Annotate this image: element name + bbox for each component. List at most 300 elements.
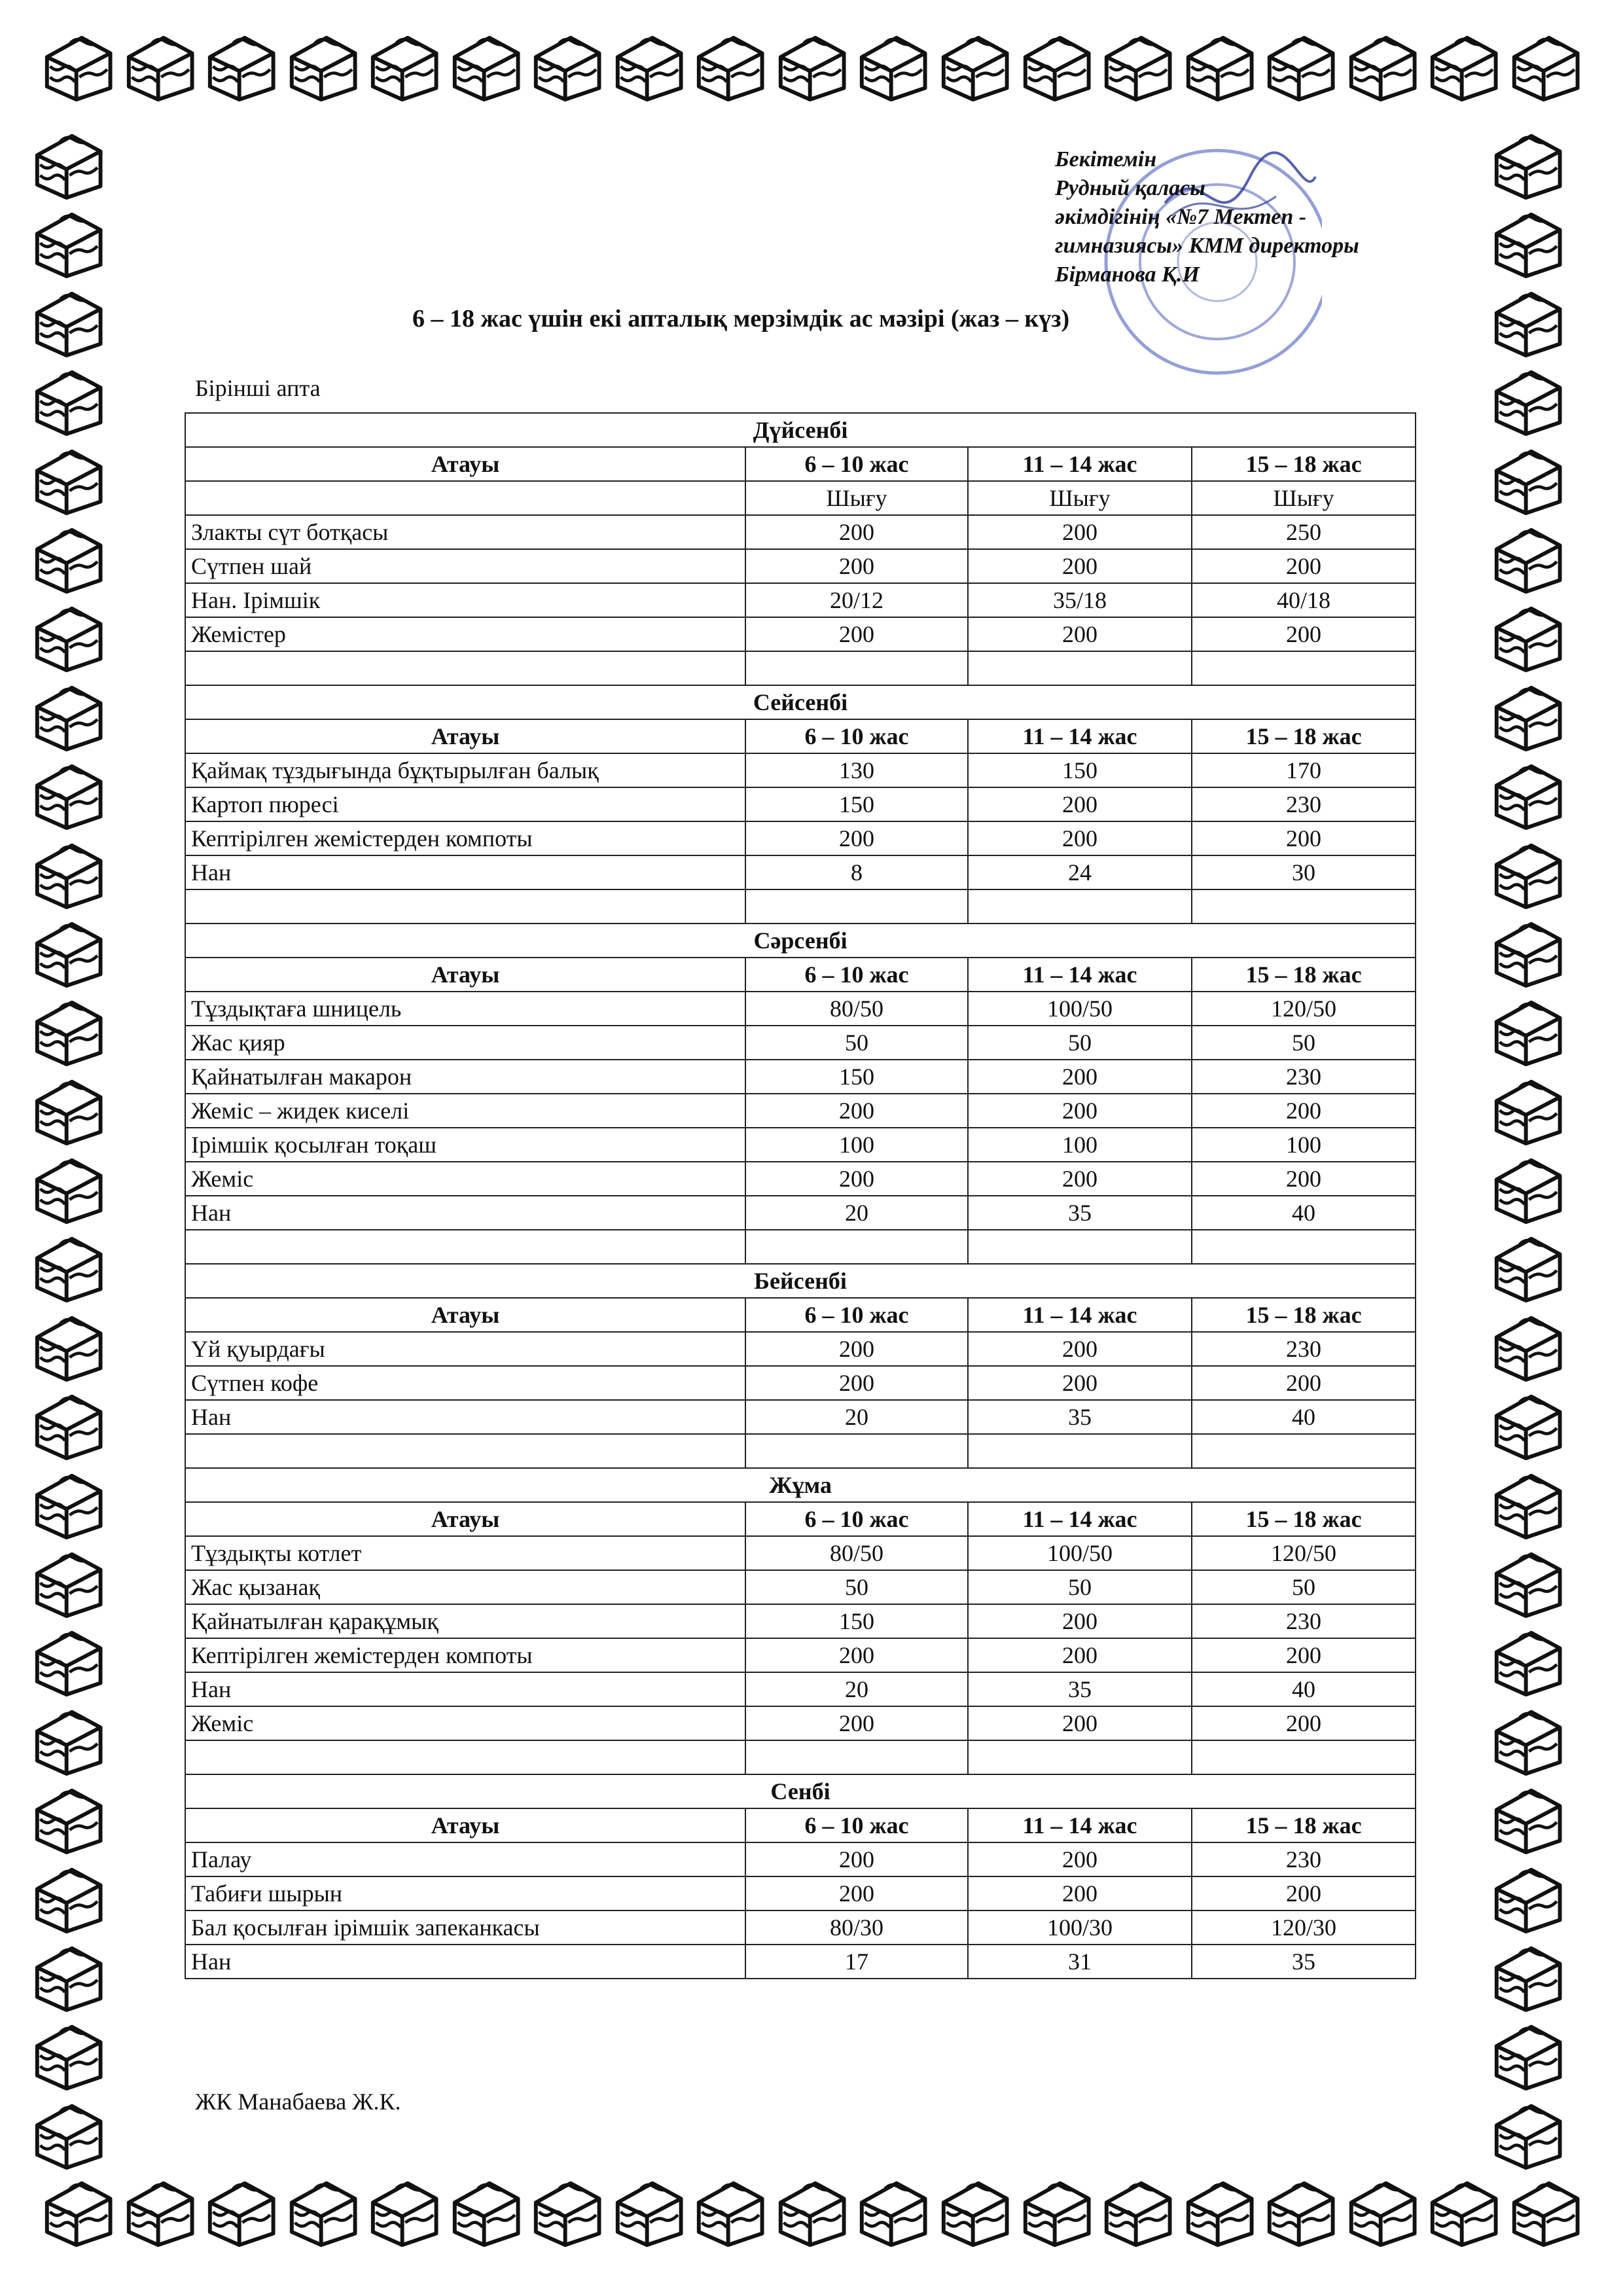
- table-row: [185, 1162, 1416, 1196]
- cake-slice-icon: [691, 2172, 768, 2249]
- column-header-age: 6 – 10 жас: [745, 1298, 968, 1332]
- column-header-age: 11 – 14 жас: [968, 1808, 1192, 1842]
- table-row: [185, 1060, 1416, 1094]
- dish-name: Жемістер: [185, 617, 745, 651]
- cake-slice-icon: [1489, 2094, 1566, 2172]
- cake-slice-icon: [29, 834, 107, 911]
- column-header-row: [185, 1298, 1416, 1332]
- cake-slice-icon: [610, 26, 687, 103]
- day-name: Дүйсенбі: [185, 413, 1416, 447]
- portion-11-14: 200: [968, 1060, 1192, 1094]
- portion-6-10: 20: [745, 1400, 968, 1434]
- cake-slice-icon: [610, 2172, 687, 2249]
- cake-slice-icon: [1489, 1543, 1566, 1620]
- cake-slice-icon: [29, 203, 107, 280]
- cake-slice-icon: [284, 2172, 361, 2249]
- portion-11-14: 100: [968, 1128, 1192, 1162]
- table-row: [185, 1536, 1416, 1570]
- empty-cell: [185, 889, 745, 924]
- cake-slice-icon: [29, 1543, 107, 1620]
- portion-11-14: 35/18: [968, 583, 1192, 617]
- day-header-row: [185, 685, 1416, 719]
- table-row: [185, 515, 1416, 549]
- dish-name: Нан: [185, 1400, 745, 1434]
- table-row: [185, 1094, 1416, 1128]
- cake-slice-icon: [29, 282, 107, 359]
- cake-slice-icon: [1489, 834, 1566, 911]
- cake-slice-icon: [29, 1149, 107, 1226]
- portion-11-14: 24: [968, 855, 1192, 889]
- portion-6-10: 200: [745, 549, 968, 583]
- table-row: [185, 1604, 1416, 1638]
- week-label: Бірінші апта: [195, 375, 321, 401]
- column-header-age: 15 – 18 жас: [1192, 1502, 1416, 1536]
- empty-cell: [1192, 1230, 1416, 1264]
- cake-slice-icon: [447, 26, 524, 103]
- portion-15-18: 200: [1192, 1706, 1416, 1740]
- portion-15-18: 100: [1192, 1128, 1416, 1162]
- cake-slice-icon: [1425, 26, 1502, 103]
- table-row: [185, 1876, 1416, 1910]
- day-header-row: [185, 413, 1416, 447]
- approval-line: гимназиясы» КММ директоры: [1055, 234, 1359, 258]
- portion-11-14: 35: [968, 1672, 1192, 1706]
- empty-cell: [968, 889, 1192, 924]
- cake-slice-icon: [29, 1464, 107, 1541]
- portion-11-14: 200: [968, 1604, 1192, 1638]
- dish-name: Тұздықтаға шницель: [185, 992, 745, 1026]
- portion-6-10: 200: [745, 617, 968, 651]
- portion-11-14: 35: [968, 1196, 1192, 1230]
- portion-15-18: 230: [1192, 1604, 1416, 1638]
- portion-6-10: 50: [745, 1570, 968, 1604]
- cake-slice-icon: [691, 26, 768, 103]
- column-header-name: Атауы: [185, 1298, 745, 1332]
- column-header-age: 15 – 18 жас: [1192, 1298, 1416, 1332]
- cake-slice-icon: [29, 1070, 107, 1147]
- portion-6-10: 200: [745, 1332, 968, 1366]
- portion-11-14: 200: [968, 1638, 1192, 1672]
- dish-name: Кептірілген жемістерден компоты: [185, 821, 745, 855]
- cake-slice-icon: [1489, 1700, 1566, 1778]
- table-row: [185, 1570, 1416, 1604]
- cake-slice-icon: [39, 26, 116, 103]
- cake-slice-icon: [1489, 1937, 1566, 2014]
- empty-cell: [1192, 651, 1416, 685]
- approval-line: Бекітемін: [1055, 147, 1157, 171]
- border-bottom: [39, 2172, 1584, 2270]
- table-row: [185, 821, 1416, 855]
- table-row: [185, 1366, 1416, 1400]
- portion-6-10: 20: [745, 1672, 968, 1706]
- portion-6-10: 17: [745, 1945, 968, 1979]
- cake-slice-icon: [121, 26, 198, 103]
- cake-slice-icon: [39, 2172, 116, 2249]
- column-header-age: 11 – 14 жас: [968, 1502, 1192, 1536]
- column-header-age: 15 – 18 жас: [1192, 719, 1416, 753]
- approval-line: әкімдігінің «№7 Мектеп -: [1055, 205, 1307, 229]
- table-row: [185, 1842, 1416, 1876]
- portion-15-18: 40: [1192, 1196, 1416, 1230]
- cake-slice-icon: [284, 26, 361, 103]
- portion-11-14: 31: [968, 1945, 1192, 1979]
- portion-15-18: 200: [1192, 549, 1416, 583]
- cake-slice-icon: [936, 26, 1013, 103]
- portion-6-10: 200: [745, 1842, 968, 1876]
- portion-6-10: 20: [745, 1196, 968, 1230]
- cake-slice-icon: [1489, 1779, 1566, 1856]
- dish-name: Сүтпен кофе: [185, 1366, 745, 1400]
- portion-15-18: 200: [1192, 821, 1416, 855]
- column-header-age: 6 – 10 жас: [745, 719, 968, 753]
- portion-15-18: 200: [1192, 1876, 1416, 1910]
- table-row: [185, 855, 1416, 889]
- portion-6-10: 200: [745, 515, 968, 549]
- cake-slice-icon: [854, 26, 931, 103]
- day-name: Жұма: [185, 1468, 1416, 1502]
- table-row: [185, 1672, 1416, 1706]
- dish-name: Бал қосылған ірімшік запеканкасы: [185, 1910, 745, 1945]
- dish-name: Палау: [185, 1842, 745, 1876]
- cake-slice-icon: [1489, 1621, 1566, 1698]
- table-row: [185, 1638, 1416, 1672]
- day-name: Бейсенбі: [185, 1264, 1416, 1298]
- portion-11-14: 200: [968, 617, 1192, 651]
- portion-6-10: 200: [745, 1162, 968, 1196]
- yield-row: [185, 481, 1416, 515]
- cake-slice-icon: [1425, 2172, 1502, 2249]
- dish-name: Қаймақ тұздығында бұқтырылған балық: [185, 753, 745, 787]
- cake-slice-icon: [29, 991, 107, 1068]
- dish-name: Нан: [185, 1672, 745, 1706]
- column-header-age: 6 – 10 жас: [745, 1808, 968, 1842]
- column-header-row: [185, 1808, 1416, 1842]
- cake-slice-icon: [1489, 203, 1566, 280]
- cake-slice-icon: [773, 2172, 850, 2249]
- portion-15-18: 200: [1192, 617, 1416, 651]
- portion-11-14: 35: [968, 1400, 1192, 1434]
- column-header-row: [185, 447, 1416, 481]
- cake-slice-icon: [29, 1306, 107, 1384]
- portion-6-10: 150: [745, 1604, 968, 1638]
- column-header-age: 11 – 14 жас: [968, 958, 1192, 992]
- portion-6-10: 150: [745, 1060, 968, 1094]
- portion-15-18: 40: [1192, 1672, 1416, 1706]
- column-header-age: 6 – 10 жас: [745, 1502, 968, 1536]
- portion-11-14: 200: [968, 515, 1192, 549]
- portion-6-10: 8: [745, 855, 968, 889]
- column-header-age: 6 – 10 жас: [745, 958, 968, 992]
- cake-slice-icon: [29, 1385, 107, 1462]
- portion-6-10: 20/12: [745, 583, 968, 617]
- portion-11-14: 200: [968, 1094, 1192, 1128]
- table-row: [185, 753, 1416, 787]
- dish-name: Сүтпен шай: [185, 549, 745, 583]
- portion-11-14: 200: [968, 1366, 1192, 1400]
- column-header-age: 11 – 14 жас: [968, 719, 1192, 753]
- spacer-row: [185, 889, 1416, 924]
- empty-cell: [745, 1434, 968, 1468]
- cake-slice-icon: [1181, 26, 1258, 103]
- dish-name: Нан. Ірімшік: [185, 583, 745, 617]
- portion-15-18: 230: [1192, 1060, 1416, 1094]
- table-row: [185, 549, 1416, 583]
- day-header-row: [185, 1774, 1416, 1808]
- portion-15-18: 50: [1192, 1026, 1416, 1060]
- cake-slice-icon: [29, 755, 107, 832]
- empty-cell: [745, 1740, 968, 1774]
- cake-slice-icon: [1507, 26, 1584, 103]
- column-header-age: 11 – 14 жас: [968, 447, 1192, 481]
- cake-slice-icon: [29, 361, 107, 438]
- dish-name: Жеміс: [185, 1706, 745, 1740]
- dish-name: Жеміс – жидек киселі: [185, 1094, 745, 1128]
- portion-6-10: 200: [745, 1366, 968, 1400]
- cake-slice-icon: [202, 26, 279, 103]
- cake-slice-icon: [1489, 1858, 1566, 1935]
- dish-name: Нан: [185, 1945, 745, 1979]
- day-header-row: [185, 1264, 1416, 1298]
- cake-slice-icon: [29, 518, 107, 596]
- empty-cell: [1192, 889, 1416, 924]
- cake-slice-icon: [29, 676, 107, 753]
- portion-15-18: 35: [1192, 1945, 1416, 1979]
- portion-15-18: 200: [1192, 1366, 1416, 1400]
- cake-slice-icon: [29, 1700, 107, 1778]
- cake-slice-icon: [1489, 1385, 1566, 1462]
- cake-slice-icon: [1262, 26, 1339, 103]
- portion-11-14: 200: [968, 787, 1192, 821]
- cake-slice-icon: [854, 2172, 931, 2249]
- empty-cell: [1192, 1434, 1416, 1468]
- empty-cell: [968, 1230, 1192, 1264]
- portion-6-10: 200: [745, 1876, 968, 1910]
- day-header-row: [185, 924, 1416, 958]
- dish-name: Нан: [185, 1196, 745, 1230]
- portion-6-10: 80/50: [745, 992, 968, 1026]
- cake-slice-icon: [773, 26, 850, 103]
- dish-name: Нан: [185, 855, 745, 889]
- cake-slice-icon: [29, 597, 107, 674]
- cake-slice-icon: [528, 2172, 605, 2249]
- portion-11-14: 200: [968, 1842, 1192, 1876]
- portion-11-14: 200: [968, 1706, 1192, 1740]
- cake-slice-icon: [1489, 755, 1566, 832]
- portion-11-14: 100/50: [968, 1536, 1192, 1570]
- portion-15-18: 120/30: [1192, 1910, 1416, 1945]
- portion-15-18: 50: [1192, 1570, 1416, 1604]
- dish-name: Жас қияр: [185, 1026, 745, 1060]
- portion-11-14: 50: [968, 1570, 1192, 1604]
- portion-15-18: 120/50: [1192, 992, 1416, 1026]
- table-row: [185, 1026, 1416, 1060]
- cake-slice-icon: [1181, 2172, 1258, 2249]
- cake-slice-icon: [1018, 2172, 1095, 2249]
- portion-15-18: 250: [1192, 515, 1416, 549]
- table-row: [185, 617, 1416, 651]
- cake-slice-icon: [1344, 2172, 1421, 2249]
- cake-slice-icon: [1489, 282, 1566, 359]
- cake-slice-icon: [1489, 1070, 1566, 1147]
- day-name: Сейсенбі: [185, 685, 1416, 719]
- signoff: ЖК Манабаева Ж.К.: [195, 2089, 401, 2115]
- table-row: [185, 583, 1416, 617]
- empty-cell: [185, 1434, 745, 1468]
- column-header-age: 15 – 18 жас: [1192, 447, 1416, 481]
- cake-slice-icon: [1489, 991, 1566, 1068]
- cake-slice-icon: [1489, 1227, 1566, 1304]
- cake-slice-icon: [29, 124, 107, 202]
- empty-cell: [745, 1230, 968, 1264]
- approval-line: Рудный қаласы: [1055, 176, 1205, 200]
- cake-slice-icon: [936, 2172, 1013, 2249]
- portion-11-14: 200: [968, 1162, 1192, 1196]
- cake-slice-icon: [1489, 124, 1566, 202]
- table-row: [185, 992, 1416, 1026]
- column-header-row: [185, 958, 1416, 992]
- empty-cell: [185, 1740, 745, 1774]
- portion-15-18: 200: [1192, 1638, 1416, 1672]
- empty-cell: [745, 889, 968, 924]
- cake-slice-icon: [447, 2172, 524, 2249]
- dish-name: Кептірілген жемістерден компоты: [185, 1638, 745, 1672]
- portion-11-14: 200: [968, 821, 1192, 855]
- portion-6-10: 50: [745, 1026, 968, 1060]
- column-header-name: Атауы: [185, 447, 745, 481]
- column-header-age: 6 – 10 жас: [745, 447, 968, 481]
- dish-name: Табиғи шырын: [185, 1876, 745, 1910]
- cake-slice-icon: [202, 2172, 279, 2249]
- portion-6-10: 200: [745, 821, 968, 855]
- empty-cell: [968, 1740, 1192, 1774]
- portion-15-18: 200: [1192, 1094, 1416, 1128]
- dish-name: Жас қызанақ: [185, 1570, 745, 1604]
- portion-15-18: 40: [1192, 1400, 1416, 1434]
- cake-slice-icon: [29, 1937, 107, 2014]
- portion-11-14: 50: [968, 1026, 1192, 1060]
- day-name: Сәрсенбі: [185, 924, 1416, 958]
- day-name: Сенбі: [185, 1774, 1416, 1808]
- portion-11-14: 200: [968, 1332, 1192, 1366]
- cake-slice-icon: [1489, 440, 1566, 517]
- portion-6-10: 130: [745, 753, 968, 787]
- portion-15-18: 170: [1192, 753, 1416, 787]
- yield-label: Шығу: [968, 481, 1192, 515]
- portion-11-14: 100/50: [968, 992, 1192, 1026]
- portion-15-18: 230: [1192, 1332, 1416, 1366]
- cake-slice-icon: [528, 26, 605, 103]
- table-row: [185, 1706, 1416, 1740]
- cake-slice-icon: [1489, 1149, 1566, 1226]
- cake-slice-icon: [121, 2172, 198, 2249]
- portion-6-10: 80/50: [745, 1536, 968, 1570]
- dish-name: Злакты сүт ботқасы: [185, 515, 745, 549]
- dish-name: Тұздықты котлет: [185, 1536, 745, 1570]
- portion-6-10: 200: [745, 1094, 968, 1128]
- column-header-row: [185, 1502, 1416, 1536]
- portion-15-18: 230: [1192, 787, 1416, 821]
- yield-label: Шығу: [1192, 481, 1416, 515]
- yield-empty: [185, 481, 745, 515]
- day-header-row: [185, 1468, 1416, 1502]
- portion-11-14: 200: [968, 1876, 1192, 1910]
- dish-name: Қайнатылған макарон: [185, 1060, 745, 1094]
- spacer-row: [185, 1434, 1416, 1468]
- cake-slice-icon: [29, 1779, 107, 1856]
- portion-11-14: 150: [968, 753, 1192, 787]
- empty-cell: [745, 651, 968, 685]
- column-header-name: Атауы: [185, 719, 745, 753]
- column-header-name: Атауы: [185, 1808, 745, 1842]
- empty-cell: [968, 1434, 1192, 1468]
- cake-slice-icon: [29, 1858, 107, 1935]
- cake-slice-icon: [1489, 597, 1566, 674]
- border-left: [29, 124, 134, 2172]
- approval-line: Бірманова Қ.И: [1055, 262, 1200, 287]
- yield-label: Шығу: [745, 481, 968, 515]
- cake-slice-icon: [29, 2094, 107, 2172]
- column-header-row: [185, 719, 1416, 753]
- cake-slice-icon: [1262, 2172, 1339, 2249]
- cake-slice-icon: [1489, 676, 1566, 753]
- portion-15-18: 200: [1192, 1162, 1416, 1196]
- cake-slice-icon: [1018, 26, 1095, 103]
- table-row: [185, 1128, 1416, 1162]
- column-header-name: Атауы: [185, 1502, 745, 1536]
- cake-slice-icon: [365, 26, 442, 103]
- spacer-row: [185, 1230, 1416, 1264]
- cake-slice-icon: [29, 912, 107, 990]
- menu-table: [185, 412, 1416, 1979]
- cake-slice-icon: [1507, 2172, 1584, 2249]
- portion-15-18: 230: [1192, 1842, 1416, 1876]
- dish-name: Картоп пюресі: [185, 787, 745, 821]
- table-row: [185, 1332, 1416, 1366]
- portion-11-14: 100/30: [968, 1910, 1192, 1945]
- column-header-name: Атауы: [185, 958, 745, 992]
- cake-slice-icon: [1489, 518, 1566, 596]
- cake-slice-icon: [29, 2015, 107, 2092]
- portion-6-10: 150: [745, 787, 968, 821]
- cake-slice-icon: [1489, 2015, 1566, 2092]
- empty-cell: [1192, 1740, 1416, 1774]
- table-row: [185, 787, 1416, 821]
- table-row: [185, 1945, 1416, 1979]
- cake-slice-icon: [29, 1227, 107, 1304]
- column-header-age: 15 – 18 жас: [1192, 958, 1416, 992]
- empty-cell: [185, 1230, 745, 1264]
- dish-name: Қайнатылған қарақұмық: [185, 1604, 745, 1638]
- cake-slice-icon: [365, 2172, 442, 2249]
- cake-slice-icon: [1099, 2172, 1176, 2249]
- cake-slice-icon: [29, 440, 107, 517]
- dish-name: Үй қуырдағы: [185, 1332, 745, 1366]
- cake-slice-icon: [1099, 26, 1176, 103]
- portion-15-18: 30: [1192, 855, 1416, 889]
- spacer-row: [185, 651, 1416, 685]
- approval-block: [1055, 145, 1448, 289]
- portion-6-10: 80/30: [745, 1910, 968, 1945]
- cake-slice-icon: [1489, 1306, 1566, 1384]
- portion-11-14: 200: [968, 549, 1192, 583]
- dish-name: Ірімшік қосылған тоқаш: [185, 1128, 745, 1162]
- empty-cell: [968, 651, 1192, 685]
- cake-slice-icon: [1489, 361, 1566, 438]
- document-title: 6 – 18 жас үшін екі апталық мерзімдік ас мәзірі (жаз – күз): [412, 305, 1070, 332]
- empty-cell: [185, 651, 745, 685]
- portion-6-10: 100: [745, 1128, 968, 1162]
- table-row: [185, 1400, 1416, 1434]
